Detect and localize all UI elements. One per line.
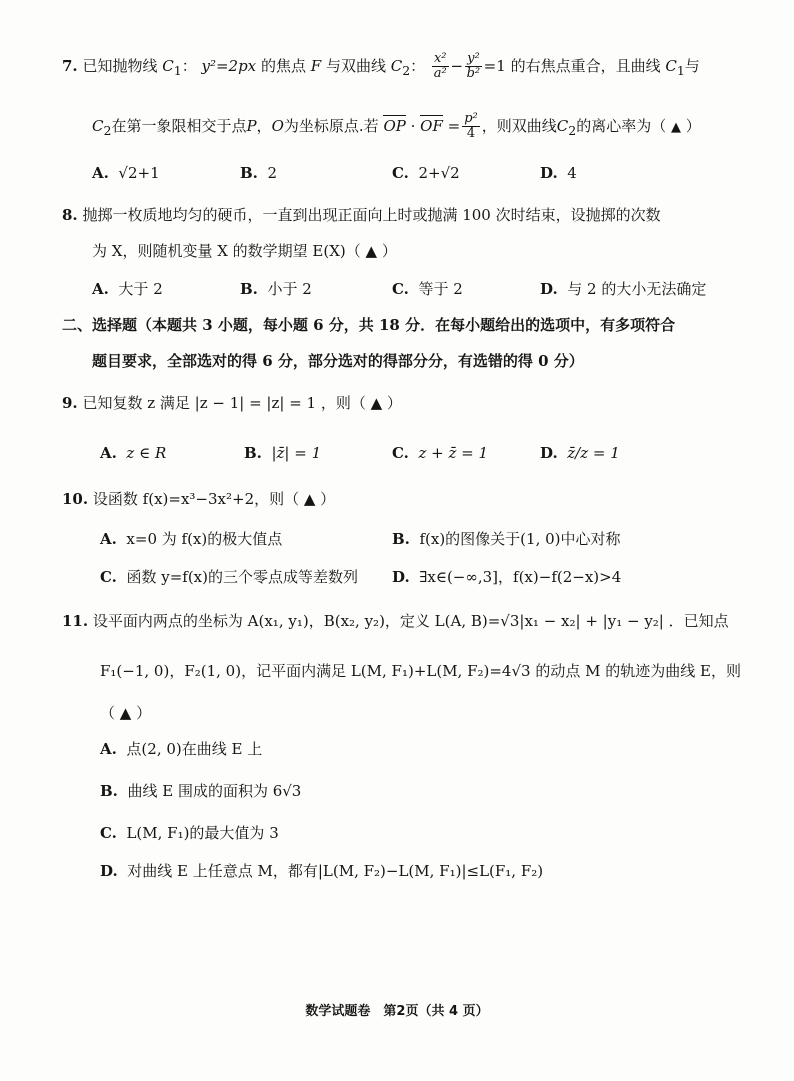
q8-option-b-text: 小于 2 — [267, 280, 312, 298]
q7-colon: ： — [181, 56, 197, 75]
q7-close-paren: ） — [685, 116, 701, 135]
q10-option-a-text: x=0 为 f(x)的极大值点 — [126, 530, 283, 548]
q7-frac-p2-4 — [462, 112, 480, 142]
q8-option-a — [92, 282, 163, 297]
q7-text-a: 已知抛物线 — [82, 56, 158, 75]
q9-option-d-text: z̄/z = 1 — [567, 444, 620, 462]
q7-c2-line2b-sub: 2 — [568, 122, 577, 138]
q9-option-a-text: z ∈ R — [126, 444, 167, 462]
q7-text-c: 与双曲线 — [325, 56, 386, 75]
q10-option-c-label: C. — [100, 568, 117, 586]
q10-text: 设函数 f(x)=x³−3x²+2，则（ ▲ ） — [92, 490, 336, 508]
q7-option-c — [392, 166, 460, 181]
q7-frac2-num: y² — [467, 51, 480, 66]
q7-c2-line2-sub: 2 — [103, 122, 112, 138]
q7-point-p: P — [246, 116, 257, 135]
q11-text-2: F₁(−1, 0)，F₂(1, 0)，记平面内满足 L(M, F₁)+L(M, F₂)=4√3 的动点 M 的轨迹为曲线 E，则 — [100, 662, 741, 680]
q7-frac1-num: x² — [433, 51, 447, 66]
q7-frac3-den: 4 — [466, 126, 476, 142]
q10-option-b — [392, 532, 621, 547]
q7-option-a-text: √2+1 — [118, 164, 160, 182]
q8-text-1: 抛掷一枚质地均匀的硬币，一直到出现正面向上时或抛满 100 次时结束，设抛掷的次数 — [82, 206, 661, 224]
q7-line2 — [92, 112, 701, 142]
q7-equals: = — [447, 116, 461, 135]
q11-line3 — [100, 706, 151, 721]
q7-text-2c: ，则双曲线 — [481, 116, 557, 135]
q10-option-d-label: D. — [392, 568, 410, 586]
section2-header-line2 — [92, 354, 584, 369]
q11-line1 — [62, 614, 729, 629]
q8-text-2: 为 X，则随机变量 X 的数学期望 E(X)（ ▲ ） — [92, 242, 397, 260]
q9-option-a — [100, 446, 166, 461]
q7-text-e: 与 — [684, 56, 700, 75]
q10-option-b-text: f(x)的图像关于(1, 0)中心对称 — [419, 530, 621, 548]
q8-option-d-text: 与 2 的大小无法确定 — [567, 280, 707, 298]
q8-option-c-label: C. — [392, 280, 409, 298]
q9-option-b-label: B. — [244, 444, 262, 462]
q9-option-c — [392, 446, 488, 461]
q11-line2 — [100, 664, 741, 679]
q10-option-a-label: A. — [100, 530, 117, 548]
q7-text-2d: 的离心率为（ — [576, 116, 667, 135]
q7-c2-line2: C — [92, 116, 104, 135]
section2-header-line1 — [62, 318, 675, 333]
q11-option-c-label: C. — [100, 824, 117, 842]
q11-option-a-label: A. — [100, 740, 117, 758]
section2-text-2: 题目要求，全部选对的得 6 分，部分选对的得部分分，有选错的得 0 分） — [92, 352, 584, 370]
q11-number: 11. — [62, 612, 89, 630]
section2-text-1: 二、选择题（本题共 3 小题，每小题 6 分，共 18 分．在每小题给出的选项中，有多项符合 — [62, 316, 676, 334]
q11-option-d-text: 对曲线 E 上任意点 M，都有|L(M, F₂)−L(M, F₁)|≤L(F₁, F₂) — [127, 862, 544, 880]
q11-option-c-text: L(M, F₁)的最大值为 3 — [126, 824, 279, 842]
q11-option-d-label: D. — [100, 862, 118, 880]
q9-option-a-label: A. — [100, 444, 117, 462]
q7-line1 — [62, 52, 700, 82]
q11-option-b-text: 曲线 E 围成的面积为 6√3 — [127, 782, 302, 800]
q7-text-d: 的右焦点重合，且曲线 — [510, 56, 661, 75]
q8-option-a-label: A. — [92, 280, 109, 298]
q9-option-d-label: D. — [540, 444, 558, 462]
q9-text: 已知复数 z 满足 |z − 1| = |z| = 1 ，则（ ▲ ） — [82, 394, 402, 412]
q7-minus: − — [450, 56, 464, 75]
q7-option-d-label: D. — [540, 164, 558, 182]
q8-option-a-text: 大于 2 — [118, 280, 163, 298]
q9-option-d — [540, 446, 620, 461]
q8-option-b-label: B. — [240, 280, 258, 298]
q10-option-d — [392, 570, 621, 585]
q7-parabola-eq: y²=2px — [201, 56, 257, 75]
q7-colon2: ： — [410, 56, 426, 75]
q7-text-2b: 为坐标原点.若 — [283, 116, 379, 135]
q11-option-c — [100, 826, 279, 841]
q8-line1 — [62, 208, 661, 223]
q7-c1-sub: 1 — [173, 62, 182, 78]
q7-option-c-text: 2+√2 — [418, 164, 460, 182]
q10-option-c-text: 函数 y=f(x)的三个零点成等差数列 — [126, 568, 358, 586]
q11-text-1: 设平面内两点的坐标为 A(x₁, y₁)，B(x₂, y₂)，定义 L(A, B)=√3|x₁ − x₂| + |y₁ − y₂| ．已知点 — [92, 612, 729, 630]
q7-c2-sub: 2 — [402, 62, 411, 78]
q7-option-c-label: C. — [392, 164, 409, 182]
q7-option-b-text: 2 — [267, 164, 277, 182]
q11-option-d — [100, 864, 543, 879]
q10-number: 10. — [62, 490, 89, 508]
q7-c1b-sub: 1 — [676, 62, 685, 78]
q7-option-a — [92, 166, 160, 181]
q8-option-d-label: D. — [540, 280, 558, 298]
q7-frac3-num: p² — [464, 111, 478, 126]
q7-option-d — [540, 166, 577, 181]
q11-option-a-text: 点(2, 0)在曲线 E 上 — [126, 740, 263, 758]
q7-frac-x2a2 — [432, 52, 449, 82]
q7-text-b: 的焦点 — [260, 56, 306, 75]
q11-text-3: （ ▲ ） — [100, 704, 152, 722]
q7-dot: · — [405, 116, 421, 135]
q10-option-d-text: ∃x∈(−∞,3]，f(x)−f(2−x)>4 — [419, 568, 622, 586]
q7-frac2-den: b² — [466, 66, 481, 82]
q11-option-b — [100, 784, 301, 799]
q9-option-c-label: C. — [392, 444, 409, 462]
q7-frac-y2b2 — [465, 52, 482, 82]
q7-option-d-text: 4 — [567, 164, 577, 182]
q9-option-c-text: z + z̄ = 1 — [418, 444, 489, 462]
q7-frac1-den: a² — [433, 66, 447, 82]
q9-stem — [62, 396, 402, 411]
q7-text-2a: 在第一象限相交于点 — [111, 116, 247, 135]
q7-option-b — [240, 166, 277, 181]
q9-option-b — [244, 446, 321, 461]
q7-c2: C — [390, 56, 403, 75]
q7-focus-f: F — [310, 56, 322, 75]
q8-option-c-text: 等于 2 — [418, 280, 463, 298]
q7-answer-triangle: ▲ — [671, 119, 682, 135]
q7-eq1: =1 — [483, 56, 506, 75]
page-footer: 数学试题卷 第2页（共 4 页） — [305, 1004, 489, 1019]
q9-number: 9. — [62, 394, 78, 412]
q7-comma: ， — [256, 116, 272, 135]
q7-option-a-label: A. — [92, 164, 109, 182]
q10-option-a — [100, 532, 282, 547]
q8-number: 8. — [62, 206, 78, 224]
q11-option-a — [100, 742, 262, 757]
q8-option-c — [392, 282, 463, 297]
q11-option-b-label: B. — [100, 782, 118, 800]
q8-option-d — [540, 282, 706, 297]
q7-c1b: C — [665, 56, 677, 75]
q8-option-b — [240, 282, 312, 297]
q7-origin-o: O — [271, 116, 284, 135]
q7-c1: C — [162, 56, 174, 75]
q10-stem — [62, 492, 335, 507]
q10-option-b-label: B. — [392, 530, 410, 548]
q8-line2 — [92, 244, 397, 259]
q7-vector-of: OF — [420, 116, 443, 135]
q7-vector-op: OP — [383, 116, 406, 135]
q7-option-b-label: B. — [240, 164, 258, 182]
q7-number: 7. — [62, 56, 78, 75]
q10-option-c — [100, 570, 358, 585]
q7-c2-line2b: C — [556, 116, 569, 135]
q9-option-b-text: |z̄| = 1 — [271, 444, 322, 462]
